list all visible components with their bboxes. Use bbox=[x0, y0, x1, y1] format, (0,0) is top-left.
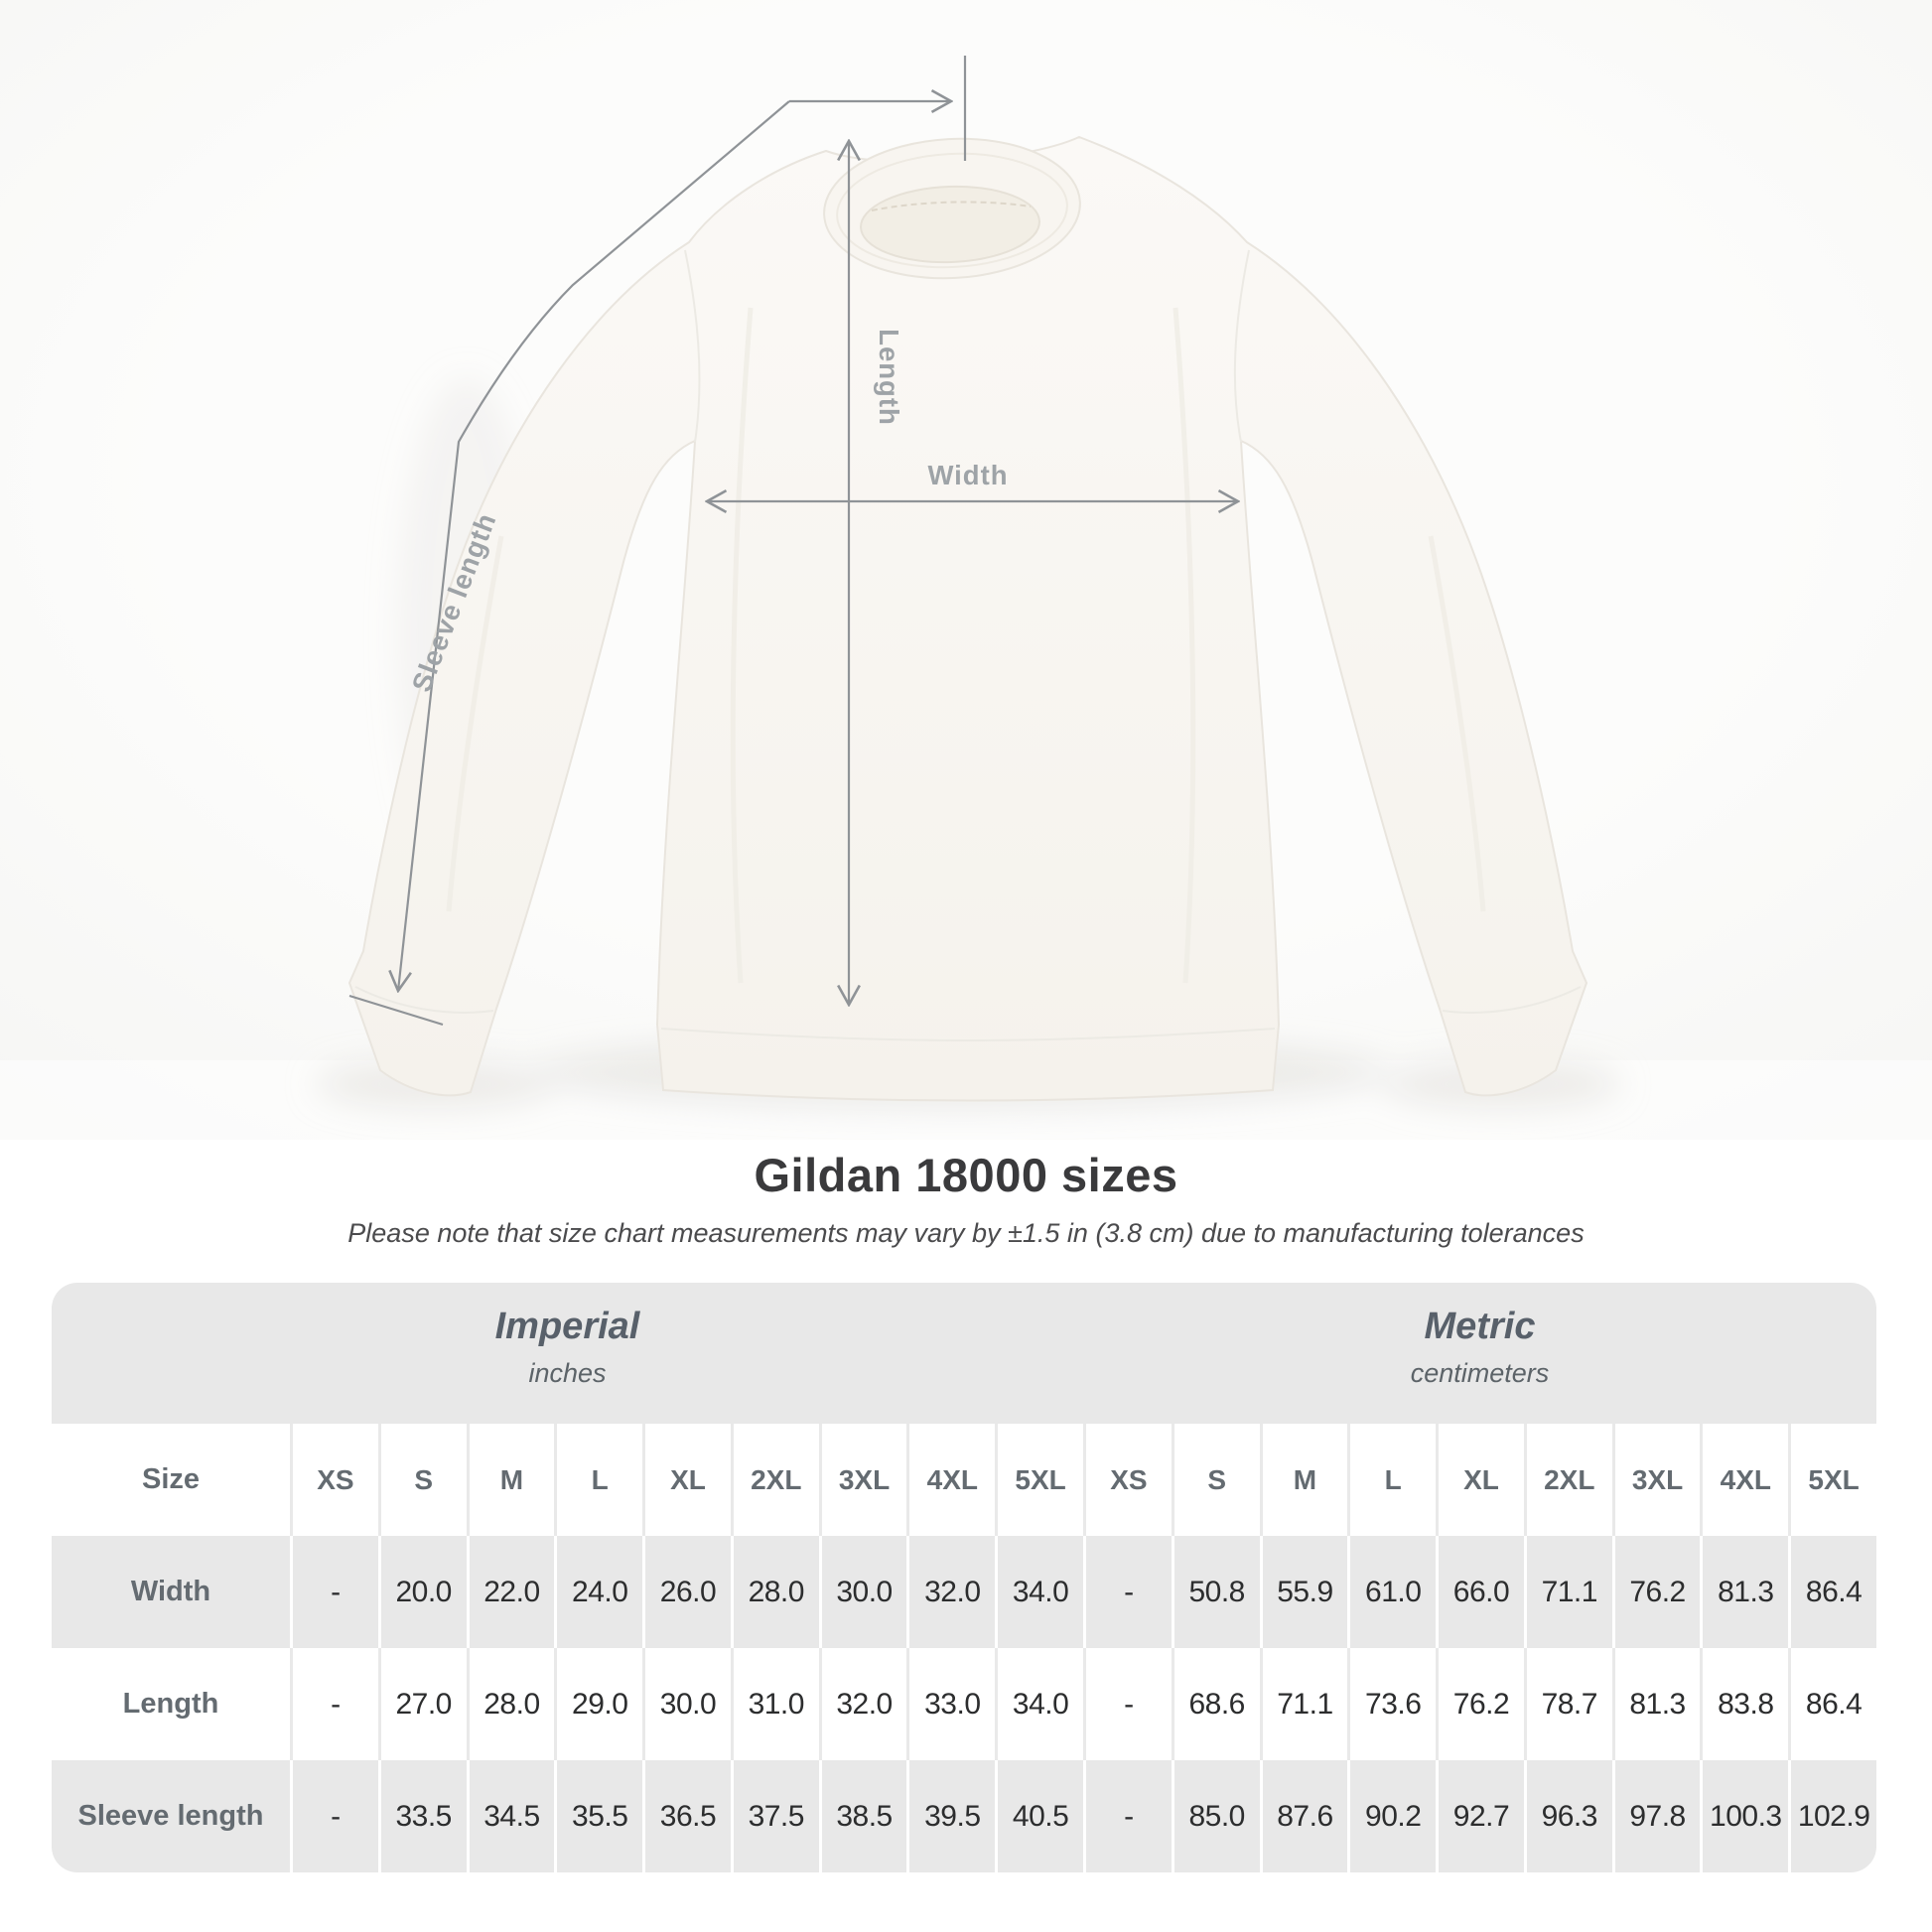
value-cell: 34.5 bbox=[467, 1760, 555, 1872]
size-header-cell: XL bbox=[1436, 1424, 1524, 1536]
length-label: Length bbox=[874, 329, 904, 426]
length-row bbox=[52, 1648, 1876, 1760]
value-cell: 61.0 bbox=[1347, 1536, 1436, 1648]
value-cell: 50.8 bbox=[1172, 1536, 1260, 1648]
value-cell: 30.0 bbox=[819, 1536, 907, 1648]
value-cell: - bbox=[290, 1648, 378, 1760]
value-cell: 100.3 bbox=[1700, 1760, 1788, 1872]
value-cell: 90.2 bbox=[1347, 1760, 1436, 1872]
value-cell: 28.0 bbox=[467, 1648, 555, 1760]
metric-label: Metric bbox=[1424, 1306, 1536, 1347]
size-header-cell: 5XL bbox=[1788, 1424, 1876, 1536]
value-cell: 27.0 bbox=[378, 1648, 467, 1760]
value-cell: 36.5 bbox=[642, 1760, 731, 1872]
value-cell: 33.0 bbox=[906, 1648, 995, 1760]
size-header-cell: XS bbox=[290, 1424, 378, 1536]
value-cell: 32.0 bbox=[819, 1648, 907, 1760]
value-cell: - bbox=[1083, 1536, 1172, 1648]
size-header-cell: S bbox=[1172, 1424, 1260, 1536]
value-cell: 68.6 bbox=[1172, 1648, 1260, 1760]
size-header-cell: S bbox=[378, 1424, 467, 1536]
value-cell: 97.8 bbox=[1612, 1760, 1701, 1872]
value-cell: 71.1 bbox=[1260, 1648, 1348, 1760]
value-cell: 86.4 bbox=[1788, 1648, 1876, 1760]
value-cell: 55.9 bbox=[1260, 1536, 1348, 1648]
value-cell: 29.0 bbox=[554, 1648, 642, 1760]
size-header-cell: 3XL bbox=[819, 1424, 907, 1536]
value-cell: 26.0 bbox=[642, 1536, 731, 1648]
value-cell: 102.9 bbox=[1788, 1760, 1876, 1872]
sleeve-length-row bbox=[52, 1760, 1876, 1872]
value-cell: 73.6 bbox=[1347, 1648, 1436, 1760]
size-header-cell: M bbox=[1260, 1424, 1348, 1536]
size-header-cell: XL bbox=[642, 1424, 731, 1536]
header-row bbox=[52, 1424, 1876, 1536]
row-label: Sleeve length bbox=[77, 1800, 264, 1832]
value-cell: 40.5 bbox=[995, 1760, 1083, 1872]
row-label: Width bbox=[130, 1576, 211, 1607]
imperial-header-group bbox=[52, 1283, 1083, 1424]
units-header-band bbox=[52, 1283, 1876, 1424]
value-cell: 66.0 bbox=[1436, 1536, 1524, 1648]
sleeve-length-label: Sleeve length bbox=[405, 508, 502, 696]
value-cell: 71.1 bbox=[1524, 1536, 1612, 1648]
value-cell: 38.5 bbox=[819, 1760, 907, 1872]
value-cell: 30.0 bbox=[642, 1648, 731, 1760]
value-cell: 34.0 bbox=[995, 1648, 1083, 1760]
value-cell: 20.0 bbox=[378, 1536, 467, 1648]
value-cell: 22.0 bbox=[467, 1536, 555, 1648]
value-cell: 87.6 bbox=[1260, 1760, 1348, 1872]
value-cell: 37.5 bbox=[731, 1760, 819, 1872]
size-header-cell: 2XL bbox=[1524, 1424, 1612, 1536]
value-cell: 34.0 bbox=[995, 1536, 1083, 1648]
size-column-header: Size bbox=[141, 1463, 201, 1495]
width-row bbox=[52, 1536, 1876, 1648]
size-header-cell: 4XL bbox=[1700, 1424, 1788, 1536]
value-cell: - bbox=[290, 1760, 378, 1872]
row-label: Length bbox=[122, 1688, 219, 1720]
value-cell: 32.0 bbox=[906, 1536, 995, 1648]
value-cell: 76.2 bbox=[1612, 1536, 1701, 1648]
value-cell: - bbox=[1083, 1760, 1172, 1872]
size-header-cell: 5XL bbox=[995, 1424, 1083, 1536]
size-header-cell: 4XL bbox=[906, 1424, 995, 1536]
size-header-cell: 3XL bbox=[1612, 1424, 1701, 1536]
tolerance-note: Please note that size chart measurements may vary by ±1.5 in (3.8 cm) due to manufacturing tolerances bbox=[347, 1218, 1585, 1248]
value-cell: 35.5 bbox=[554, 1760, 642, 1872]
value-cell: 33.5 bbox=[378, 1760, 467, 1872]
imperial-unit-label: inches bbox=[528, 1357, 607, 1388]
value-cell: 76.2 bbox=[1436, 1648, 1524, 1760]
value-cell: 28.0 bbox=[731, 1536, 819, 1648]
value-cell: 86.4 bbox=[1788, 1536, 1876, 1648]
size-chart-table bbox=[52, 1283, 1876, 1872]
size-header-cell: L bbox=[554, 1424, 642, 1536]
value-cell: - bbox=[290, 1536, 378, 1648]
size-header-cell: 2XL bbox=[731, 1424, 819, 1536]
value-cell: 83.8 bbox=[1700, 1648, 1788, 1760]
value-cell: 39.5 bbox=[906, 1760, 995, 1872]
page-title: Gildan 18000 sizes bbox=[754, 1149, 1178, 1201]
size-header-cell: M bbox=[467, 1424, 555, 1536]
value-cell: 92.7 bbox=[1436, 1760, 1524, 1872]
value-cell: 81.3 bbox=[1612, 1648, 1701, 1760]
value-cell: - bbox=[1083, 1648, 1172, 1760]
metric-header-group bbox=[1083, 1283, 1876, 1424]
size-header-cell: L bbox=[1347, 1424, 1436, 1536]
imperial-label: Imperial bbox=[494, 1306, 640, 1347]
value-cell: 24.0 bbox=[554, 1536, 642, 1648]
width-label: Width bbox=[927, 460, 1009, 490]
value-cell: 31.0 bbox=[731, 1648, 819, 1760]
value-cell: 96.3 bbox=[1524, 1760, 1612, 1872]
size-header-cell: XS bbox=[1083, 1424, 1172, 1536]
metric-unit-label: centimeters bbox=[1410, 1357, 1550, 1388]
value-cell: 78.7 bbox=[1524, 1648, 1612, 1760]
value-cell: 81.3 bbox=[1700, 1536, 1788, 1648]
value-cell: 85.0 bbox=[1172, 1760, 1260, 1872]
